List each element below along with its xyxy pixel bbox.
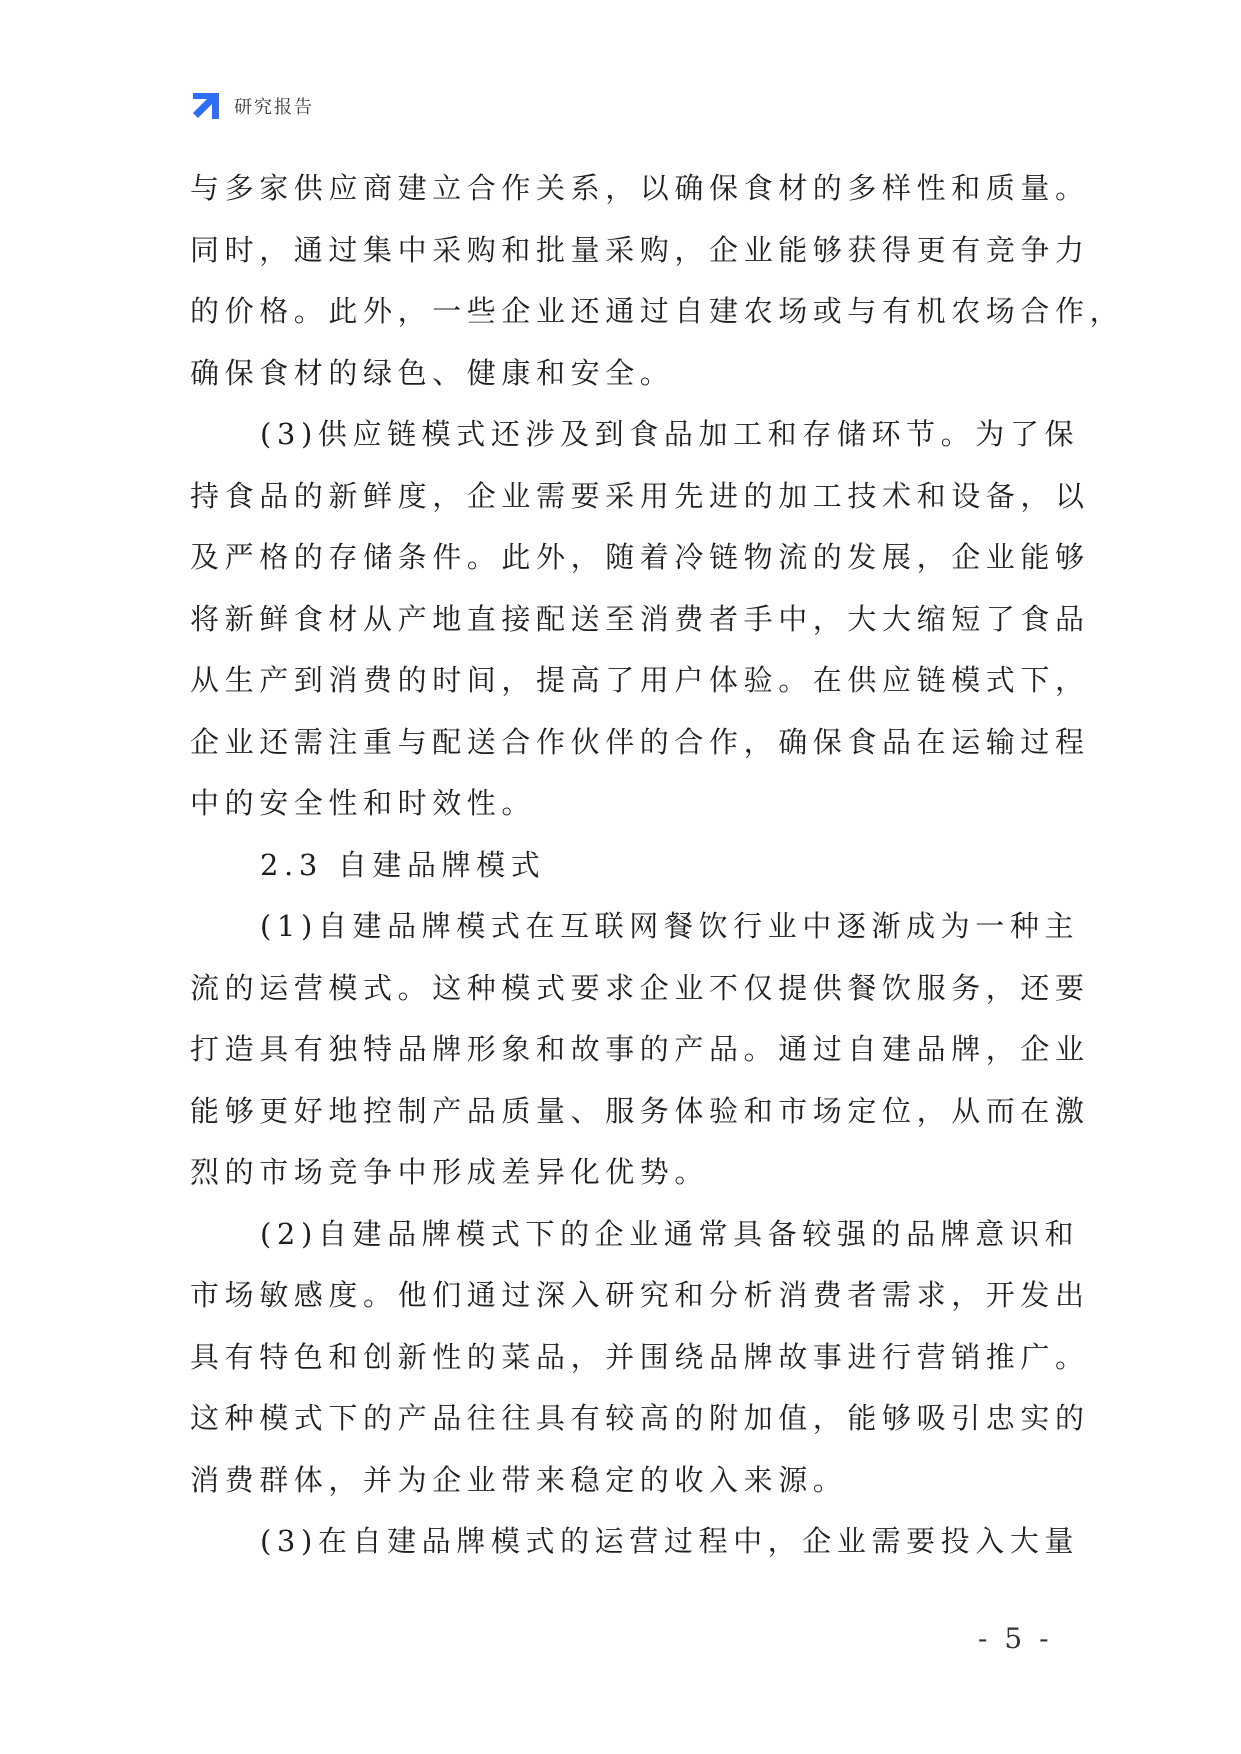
document-header	[190, 88, 314, 124]
body-line: 流的运营模式。这种模式要求企业不仅提供餐饮服务，还要	[190, 970, 1090, 1005]
body-line: 企业还需注重与配送合作伙伴的合作，确保食品在运输过程	[190, 724, 1090, 759]
body-line: 市场敏感度。他们通过深入研究和分析消费者需求，开发出	[190, 1278, 1090, 1312]
body-line: 确保食材的绿色、健康和安全。	[190, 355, 675, 390]
paragraph-start-line: (3)在自建品牌模式的运营过程中，企业需要投入大量	[260, 1524, 1080, 1558]
document-body	[190, 158, 1125, 1573]
body-line: 烈的市场竞争中形成差异化优势。	[190, 1155, 710, 1189]
arrow-up-right-icon	[190, 90, 222, 122]
body-line: 同时，通过集中采购和批量采购，企业能够获得更有竞争力	[190, 232, 1090, 267]
body-line: 及严格的存储条件。此外，随着冷链物流的发展，企业能够	[190, 540, 1090, 574]
body-line: 将新鲜食材从产地直接配送至消费者手中，大大缩短了食品	[190, 601, 1090, 636]
paragraph-start-line: (3)供应链模式还涉及到食品加工和存储环节。为了保	[260, 417, 1080, 451]
paragraph-start-line: (2)自建品牌模式下的企业通常具备较强的品牌意识和	[260, 1216, 1080, 1251]
body-line: 从生产到消费的时间，提高了用户体验。在供应链模式下，	[190, 663, 1090, 697]
body-line: 具有特色和创新性的菜品，并围绕品牌故事进行营销推广。	[190, 1339, 1090, 1374]
body-line: 消费群体，并为企业带来稳定的收入来源。	[190, 1462, 848, 1497]
body-line: 这种模式下的产品往往具有较高的附加值，能够吸引忠实的	[190, 1401, 1090, 1435]
section-heading: 2.3 自建品牌模式	[260, 847, 546, 882]
body-line: 的价格。此外，一些企业还通过自建农场或与有机农场合作，	[190, 294, 1125, 328]
body-line: 中的安全性和时效性。	[190, 786, 537, 820]
body-line: 打造具有独特品牌形象和故事的产品。通过自建品牌，企业	[190, 1032, 1090, 1066]
body-line: 与多家供应商建立合作关系，以确保食材的多样性和质量。	[190, 171, 1090, 205]
body-line: 能够更好地控制产品质量、服务体验和市场定位，从而在激	[190, 1093, 1090, 1128]
paragraph-start-line: (1)自建品牌模式在互联网餐饮行业中逐渐成为一种主	[260, 909, 1080, 943]
body-line: 持食品的新鲜度，企业需要采用先进的加工技术和设备，以	[190, 478, 1090, 513]
header-title: 研究报告	[234, 97, 314, 118]
page-number: - 5 -	[978, 1622, 1053, 1655]
